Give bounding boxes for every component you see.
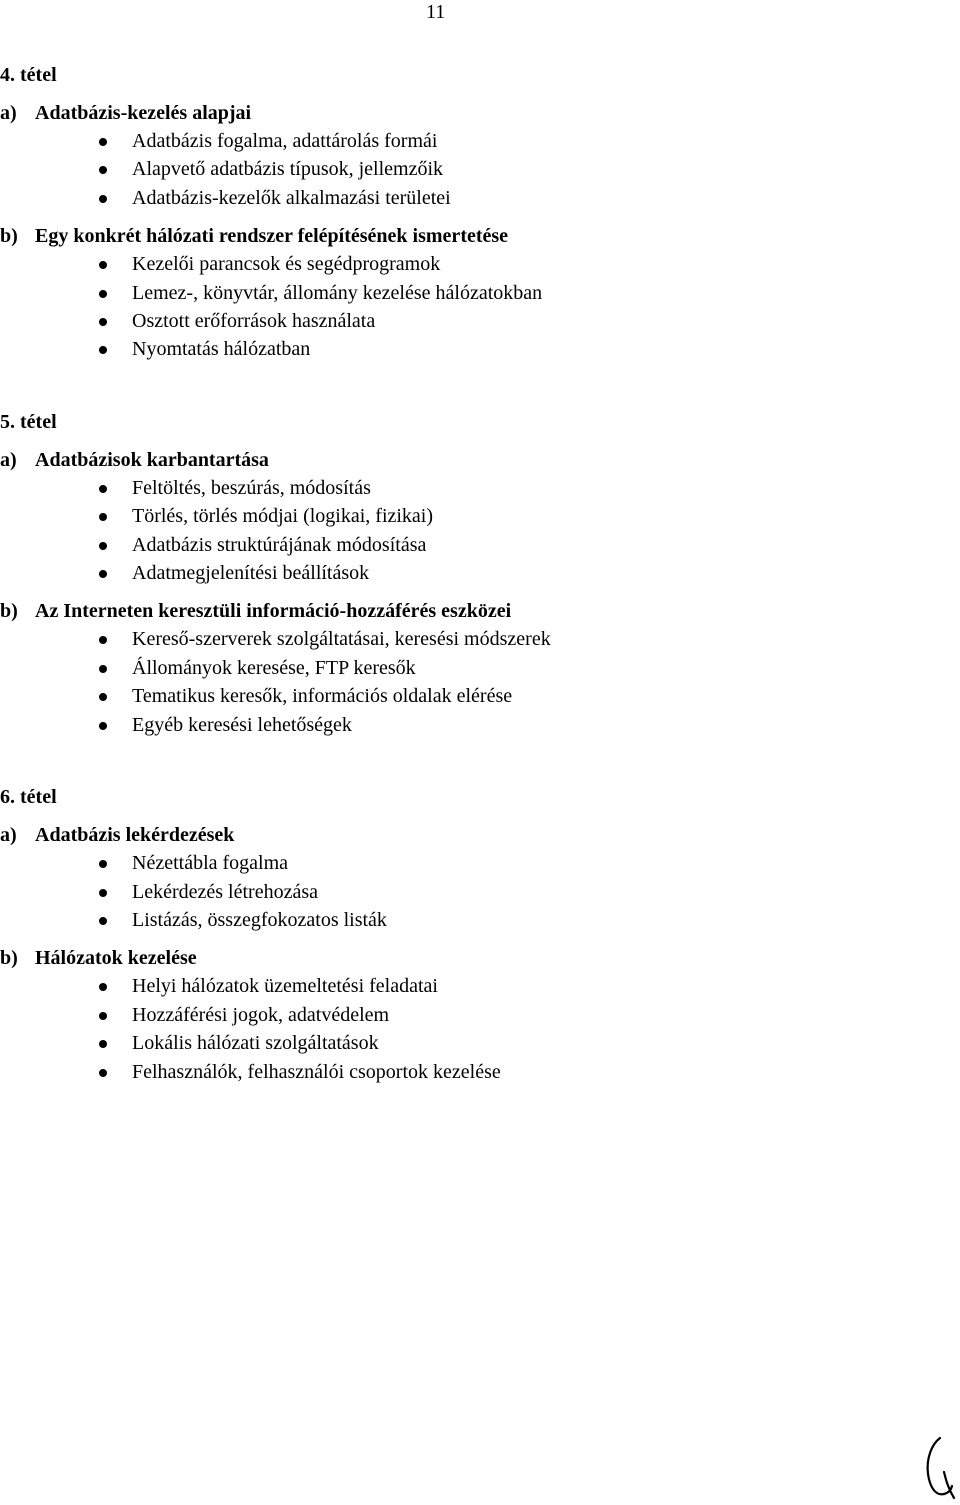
list-item: Kezelői parancsok és segédprogramok [0,250,940,278]
part-heading [0,821,940,849]
handwritten-signature [918,1432,958,1502]
bullet-icon [99,1012,107,1020]
part-letter: a) [0,824,17,847]
part-letter: a) [0,102,17,124]
part-title: Adatbázisok karbantartása [35,448,269,471]
list-item: Hozzáférési jogok, adatvédelem [0,1001,940,1029]
list-item: Egyéb keresési lehetőségek [0,711,940,739]
bullet-list [0,127,940,212]
bullet-list [0,474,940,588]
part-heading [0,944,940,972]
part-heading [0,597,940,625]
list-item: Osztott erőforrások használata [0,307,940,335]
section-4 [0,61,940,364]
section-title: 6. tétel [0,786,57,809]
bullet-icon [99,1069,107,1077]
part-title: Adatbázis lekérdezések [35,824,235,847]
list-item: Feltöltés, beszúrás, módosítás [0,474,940,502]
bullet-list [0,625,940,739]
part-heading [0,99,940,127]
bullet-icon [99,1040,107,1048]
bullet-icon [99,722,107,730]
list-item: Alapvető adatbázis típusok, jellemzőik [0,155,940,183]
page-number: 11 [426,1,446,23]
part-title: Egy konkrét hálózati rendszer felépítésének ismertetése [35,225,509,248]
list-item: Tematikus keresők, információs oldalak elérése [0,682,940,710]
part-title: Az Interneten keresztüli információ-hozzáférés eszközei [35,600,512,623]
bullet-icon [99,636,107,644]
list-item: Kereső-szerverek szolgáltatásai, keresési módszerek [0,625,940,653]
bullet-icon [99,917,107,925]
bullet-icon [99,542,107,550]
bullet-icon [99,166,107,174]
bullet-icon [99,346,107,354]
bullet-icon [99,138,107,146]
bullet-list [0,849,940,934]
bullet-icon [99,195,107,203]
bullet-icon [99,665,107,673]
bullet-icon [99,261,107,269]
bullet-list [0,972,940,1086]
list-item: Nyomtatás hálózatban [0,335,940,363]
list-item: Listázás, összegfokozatos listák [0,906,940,934]
section-title: 4. tétel [0,64,57,86]
list-item: Nézettábla fogalma [0,849,940,877]
list-item: Adatbázis fogalma, adattárolás formái [0,127,940,155]
part-letter: b) [0,600,18,623]
bullet-icon [99,889,107,897]
part-letter: b) [0,225,18,248]
bullet-icon [99,983,107,991]
document-body [0,61,940,1130]
bullet-list [0,250,940,364]
bullet-icon [99,860,107,868]
bullet-icon [99,318,107,326]
bullet-icon [99,485,107,493]
section-5 [0,408,940,739]
list-item: Helyi hálózatok üzemeltetési feladatai [0,972,940,1000]
list-item: Törlés, törlés módjai (logikai, fizikai) [0,502,940,530]
section-6 [0,783,940,1086]
list-item: Lokális hálózati szolgáltatások [0,1029,940,1057]
list-item: Adatbázis struktúrájának módosítása [0,531,940,559]
part-title: Adatbázis-kezelés alapjai [35,102,252,124]
list-item: Lekérdezés létrehozása [0,878,940,906]
list-item: Állományok keresése, FTP keresők [0,654,940,682]
part-heading [0,446,940,474]
part-heading [0,222,940,250]
bullet-icon [99,693,107,701]
bullet-icon [99,570,107,578]
list-item: Adatbázis-kezelők alkalmazási területei [0,184,940,212]
part-title: Hálózatok kezelése [35,947,197,970]
part-letter: a) [0,448,17,471]
part-letter: b) [0,947,18,970]
bullet-icon [99,513,107,521]
bullet-icon [99,290,107,298]
list-item: Adatmegjelenítési beállítások [0,559,940,587]
list-item: Lemez-, könyvtár, állomány kezelése hálózatokban [0,279,940,307]
list-item: Felhasználók, felhasználói csoportok kezelése [0,1058,940,1086]
section-title: 5. tétel [0,410,57,433]
